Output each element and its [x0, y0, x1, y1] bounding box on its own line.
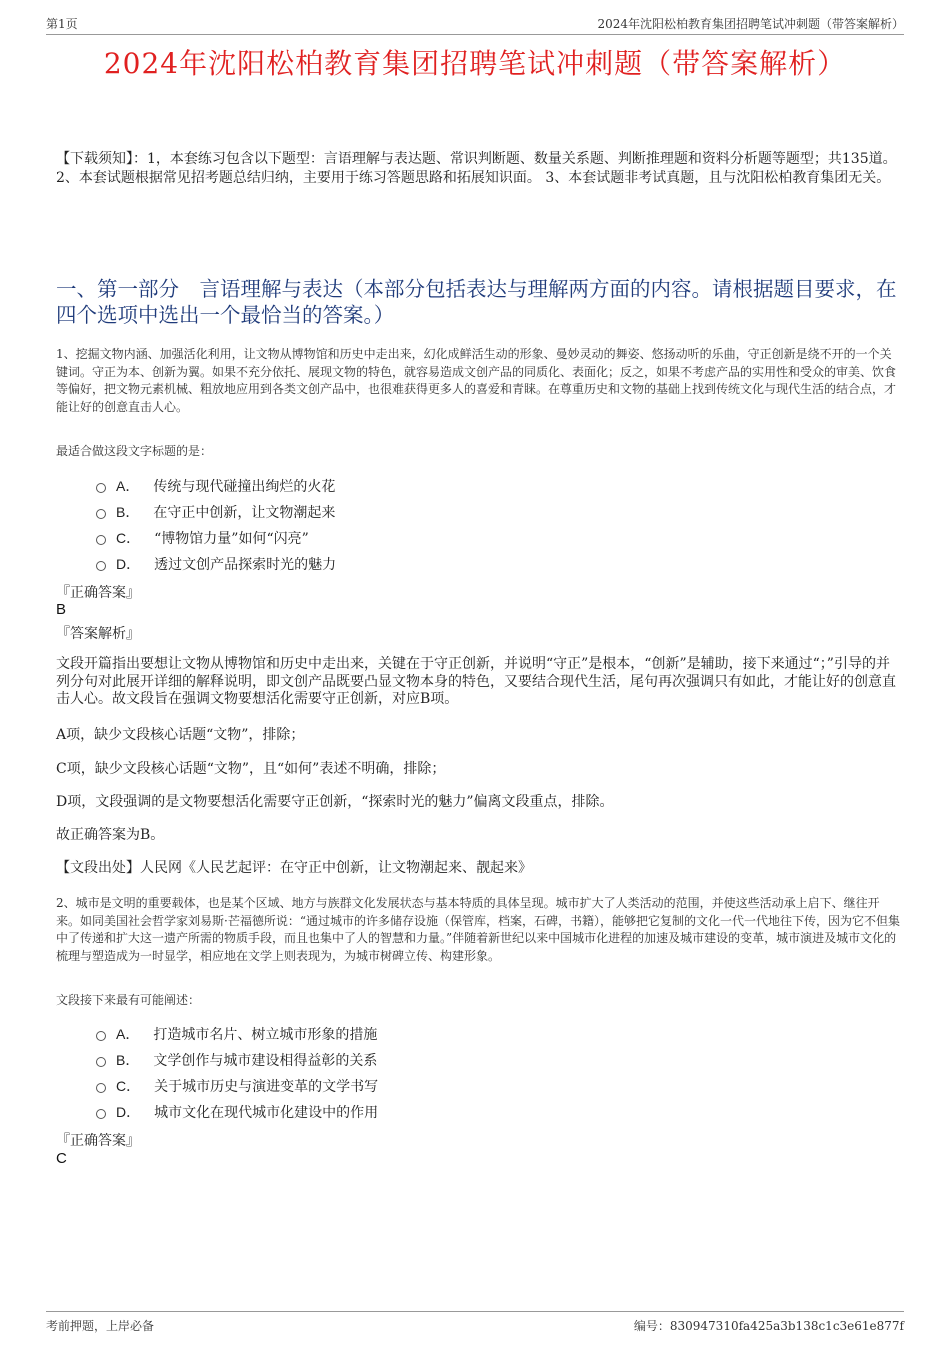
footer-slogan: 考前押题，上岸必备: [46, 1319, 155, 1333]
q2-option-c[interactable]: C． 关于城市历史与演进变革的文学书写: [96, 1073, 378, 1099]
q2-option-a[interactable]: A． 打造城市名片、树立城市形象的措施: [96, 1021, 378, 1047]
radio-icon[interactable]: [96, 535, 106, 545]
q1-analysis-main: 文段开篇指出要想让文物从博物馆和历史中走出来，关键在于守正创新，并说明“守正”是根本，“创新”是辅助，接下来通过“；”引导的并列分句对此展开详细的解释说明，即文创产品既要凸显文物本身的特色，又要结合现代生活，尾句再次强调只有如此，才能让好的创意直击人心。故文段旨在强调文物要想活化需要守正创新，对应B项。: [56, 656, 896, 707]
radio-icon[interactable]: [96, 483, 106, 493]
download-notice: 【下载须知】：1，本套练习包含以下题型：言语理解与表达题、常识判断题、数量关系题、判断推理题和资料分析题等题型；共135道。 2、本套试题根据常见招考题总结归纳，主要用于练习答题思路和拓展知识面。 3、本套试题非考试真题，且与沈阳松柏教育集团无关。: [56, 151, 897, 186]
radio-icon[interactable]: [96, 509, 106, 519]
radio-icon[interactable]: [96, 561, 106, 571]
page-footer: [46, 1311, 904, 1334]
page-number: 第1页: [46, 17, 78, 31]
section-heading: 一、第一部分 言语理解与表达（本部分包括表达与理解两方面的内容。请根据题目要求，在四个选项中选出一个最恰当的答案。）: [56, 277, 897, 327]
radio-icon[interactable]: [96, 1031, 106, 1041]
radio-icon[interactable]: [96, 1057, 106, 1067]
q2-options: [96, 1021, 378, 1125]
document-id: 编号：830947310fa425a3b138c1c3e61e877f: [633, 1319, 904, 1333]
q1-passage: 1、挖掘文物内涵、加强活化利用，让文物从博物馆和历史中走出来，幻化成鲜活生动的形象、曼妙灵动的舞姿、悠扬动听的乐曲，守正创新是绕不开的一个关键词。守正为本、创新为翼。如果不充分依托、展现文物的特色，就容易造成文创产品的同质化、表面化；反之，如果不考虑产品的实用性和受众的审美、饮食等偏好，把文物元素机械、粗放地应用到各类文创产品中，也很难获得更多人的喜爱和青睐。在尊重历史和文物的基础上找到传统文化与现代生活的结合点，才能让好的创意直击人心。: [56, 347, 897, 414]
q1-option-a[interactable]: A． 传统与现代碰撞出绚烂的火花: [96, 473, 336, 499]
document-title: 2024年沈阳松柏教育集团招聘笔试冲刺题（带答案解析）: [103, 47, 847, 80]
header-doc-title: 2024年沈阳松柏教育集团招聘笔试冲刺题（带答案解析）: [597, 17, 904, 31]
q2-answer: C: [56, 1150, 67, 1167]
q1-option-d[interactable]: D． 透过文创产品探索时光的魅力: [96, 551, 336, 577]
q1-options: [96, 473, 336, 577]
q2-passage: 2、城市是文明的重要载体，也是某个区域、地方与族群文化发展状态与基本特质的具体呈现。城市扩大了人类活动的范围，并使这些活动承上启下、继往开来。如同美国社会哲学家刘易斯·芒福德所说：“通过城市的许多储存设施（保管库，档案，石碑，书籍），能够把它复制的文化一代一代地往下传，因为它不但集中了传递和扩大这一遗产所需的物质手段，而且也集中了人的智慧和力量。”伴随着新世纪以来中国城市化进程的加速及城市建设的变革，城市演进及城市文化的梳理与塑造成为一时显学，相应地在文学上则表现为，为城市树碑立传、构建形象。: [56, 896, 900, 963]
radio-icon[interactable]: [96, 1083, 106, 1093]
q1-analysis-a: A项，缺少文段核心话题“文物”，排除；: [56, 727, 305, 743]
q1-answer: B: [56, 601, 67, 618]
q1-answer-label: 『正确答案』: [56, 585, 140, 601]
q2-answer-label: 『正确答案』: [56, 1133, 140, 1149]
q1-option-b[interactable]: B． 在守正中创新，让文物潮起来: [96, 499, 336, 525]
q1-prompt: 最适合做这段文字标题的是：: [56, 444, 213, 458]
q2-option-b[interactable]: B． 文学创作与城市建设相得益彰的关系: [96, 1047, 378, 1073]
q1-analysis-c: C项，缺少文段核心话题“文物”，且“如何”表述不明确，排除；: [56, 761, 446, 777]
q1-option-c[interactable]: C． “博物馆力量”如何“闪亮”: [96, 525, 336, 551]
radio-icon[interactable]: [96, 1109, 106, 1119]
q1-analysis-label: 『答案解析』: [56, 626, 140, 642]
q1-conclusion: 故正确答案为B。: [56, 827, 165, 843]
q1-source: 【文段出处】人民网《人民艺起评：在守正中创新，让文物潮起来、靓起来》: [56, 860, 532, 876]
q1-analysis-d: D项，文段强调的是文物要想活化需要守正创新，“探索时光的魅力”偏离文段重点，排除。: [56, 794, 614, 810]
page-header: [46, 14, 904, 35]
q2-prompt: 文段接下来最有可能阐述：: [56, 993, 201, 1007]
q2-option-d[interactable]: D． 城市文化在现代城市化建设中的作用: [96, 1099, 378, 1125]
